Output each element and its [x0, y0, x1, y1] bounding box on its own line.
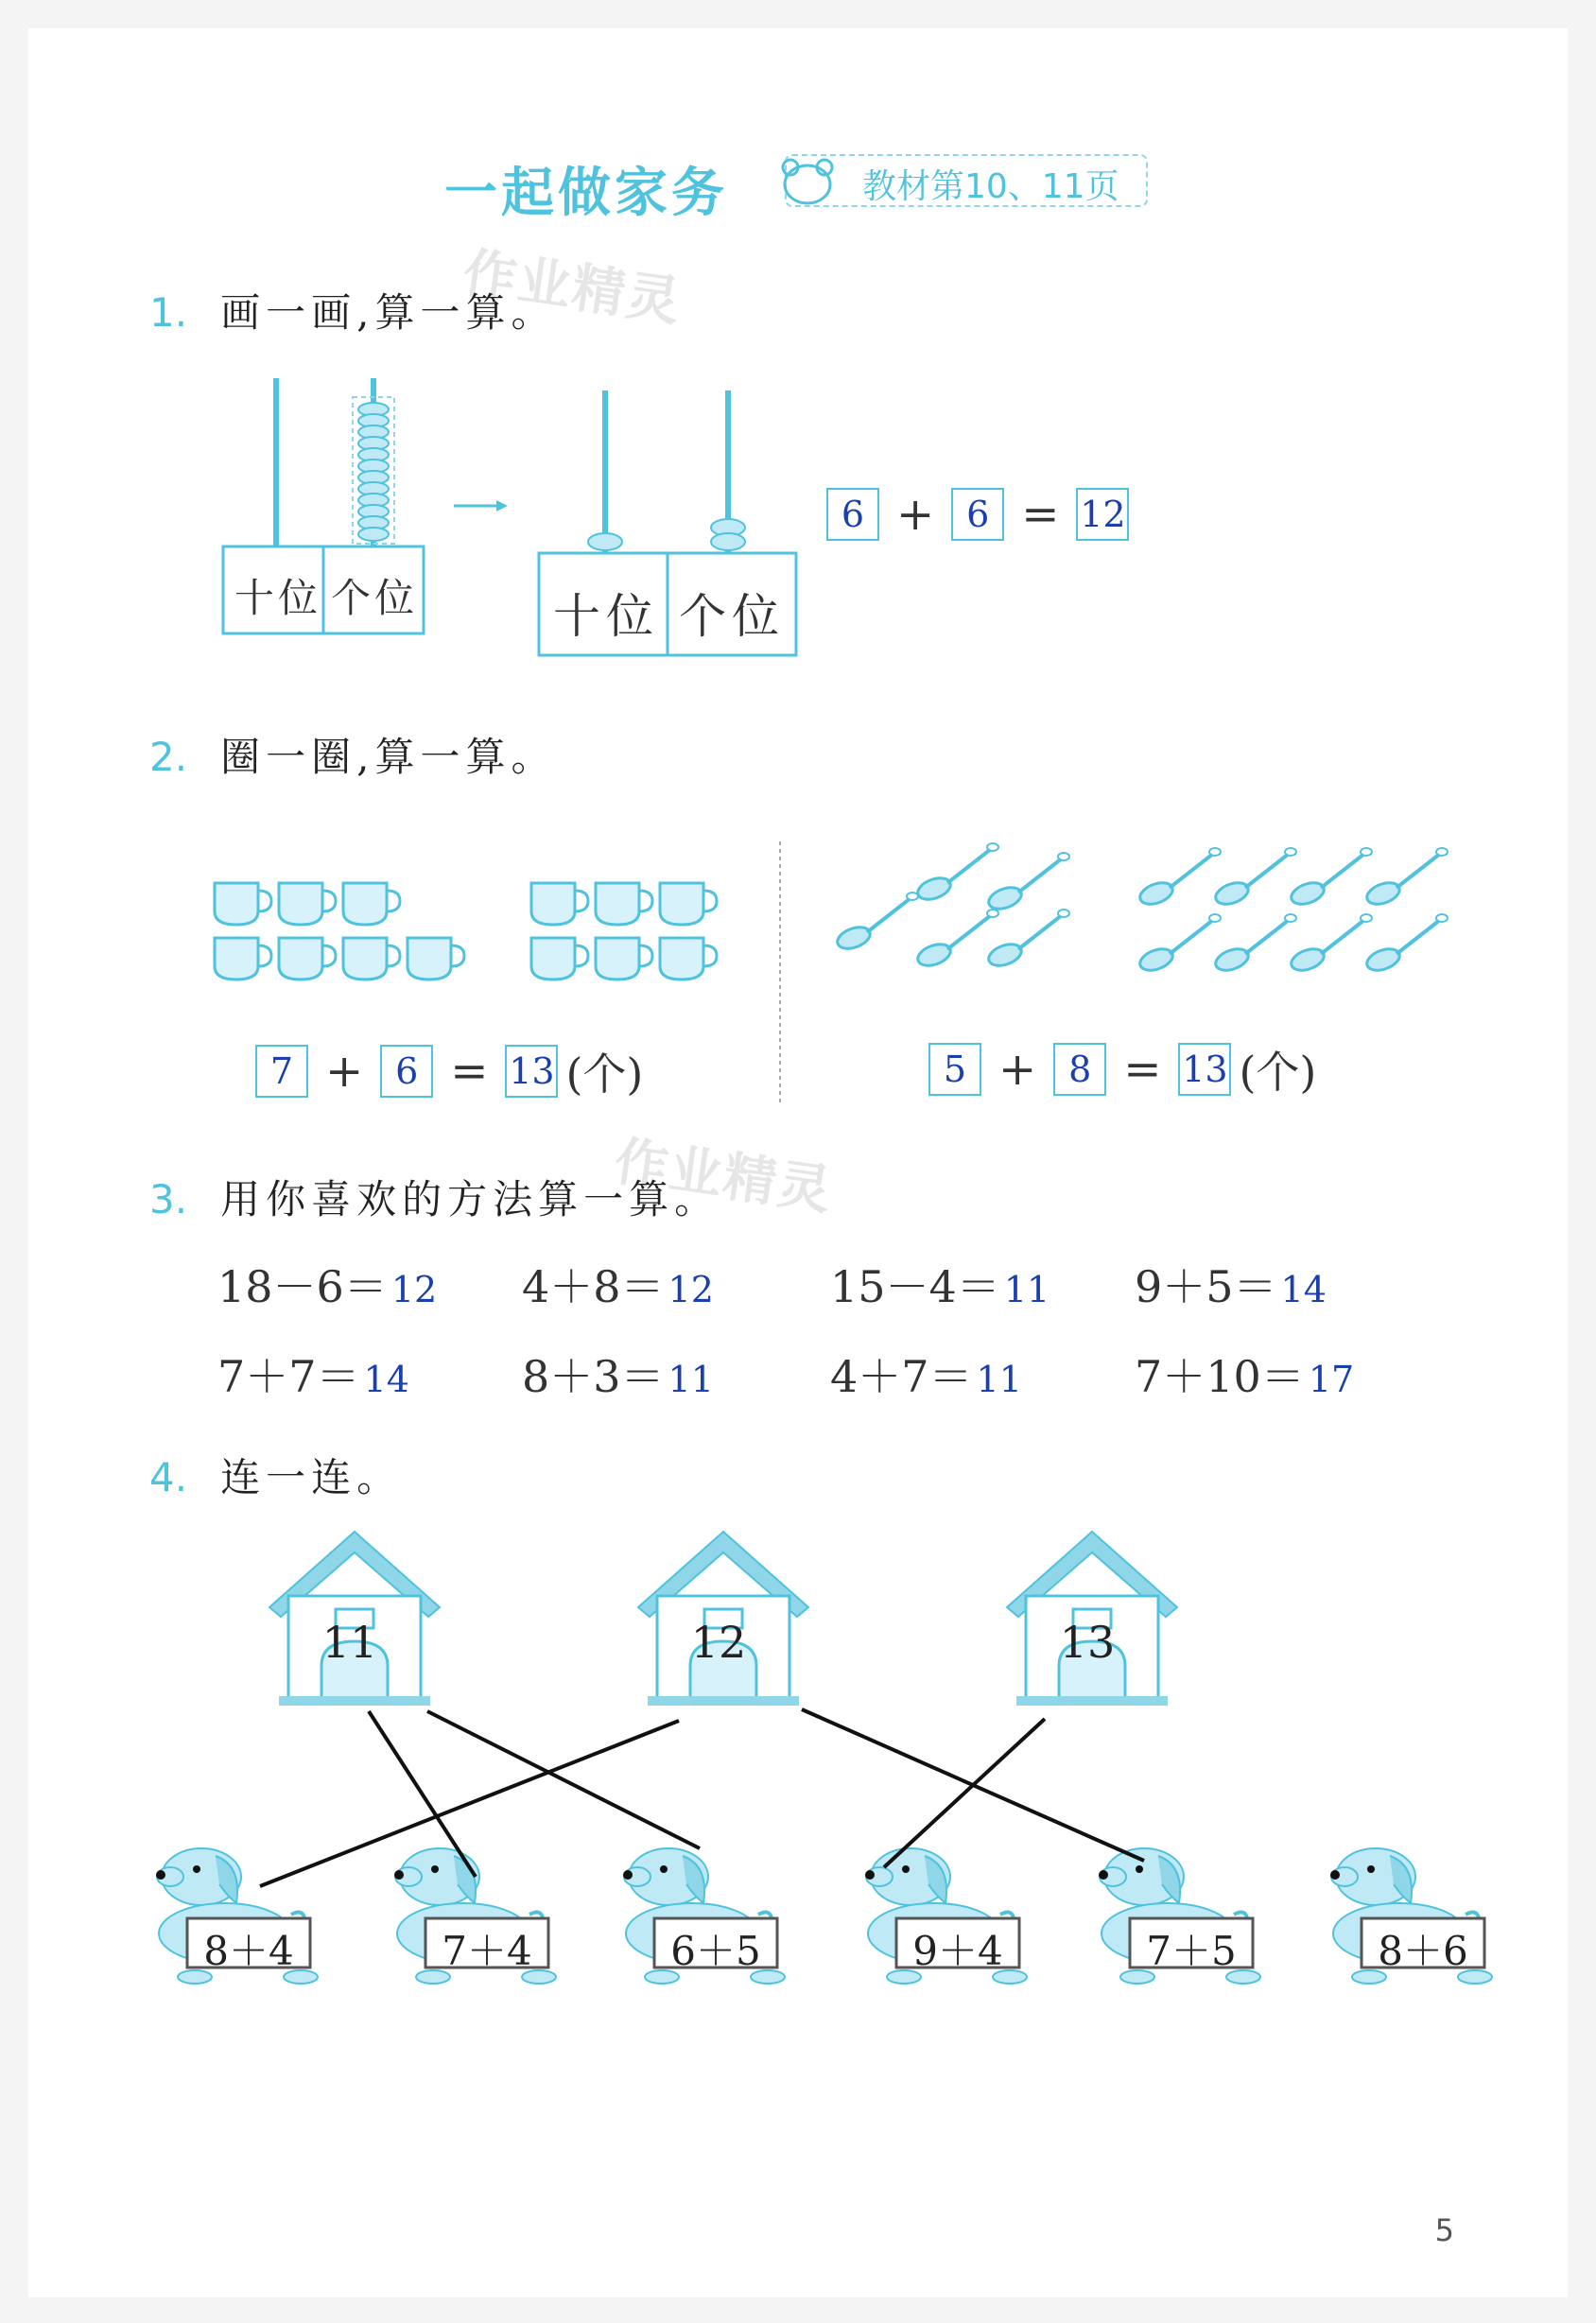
dog-expression: 7＋4 [442, 1928, 532, 1974]
answer-box: 6 [826, 488, 879, 541]
cup-icon [531, 938, 588, 979]
cup-icon [215, 938, 271, 979]
bear-icon [777, 156, 843, 209]
watermark: 作业精灵 [610, 1131, 837, 1222]
textbook-page-label: 教材第10、11页 [862, 167, 1119, 206]
cup-icon [660, 938, 717, 979]
q3-text: 用你喜欢的方法算一算。 [220, 1176, 720, 1222]
q3-item: 4＋7＝ 11 [830, 1351, 1022, 1402]
spoon-icon [915, 910, 998, 970]
dog-expression: 8＋6 [1378, 1928, 1468, 1974]
dog-expression: 8＋4 [203, 1928, 294, 1974]
answer-box: 7 [255, 1045, 308, 1098]
q4-number: 4. [149, 1454, 188, 1500]
spoon-icon [1364, 848, 1448, 909]
house-number: 13 [1059, 1617, 1116, 1668]
answer-box: 13 [1178, 1043, 1231, 1096]
spoon-icon [915, 843, 998, 904]
spoon-icon [986, 853, 1069, 913]
abacus-label-tens: 十位 [234, 575, 322, 621]
spoon-icon [1137, 914, 1221, 975]
q1-heading [149, 282, 557, 338]
match-line [884, 1719, 1045, 1867]
cup-icon [279, 938, 336, 979]
q2-right-equation: 5 + 8 = 13 (个) [928, 1038, 1333, 1101]
cup-icon [343, 938, 400, 979]
q3-number: 3. [149, 1176, 188, 1222]
house-number: 12 [690, 1617, 747, 1668]
spoon-icon [986, 910, 1069, 970]
match-line [427, 1711, 700, 1848]
tens-bead [588, 533, 622, 550]
q3-item: 8＋3＝ 11 [522, 1351, 714, 1402]
answer-box: 13 [505, 1045, 558, 1098]
q3-item: 7＋10＝ 17 [1135, 1351, 1355, 1402]
cup-icon [531, 883, 588, 925]
q4-heading [149, 1447, 402, 1503]
q3-item: 7＋7＝ 14 [217, 1351, 409, 1402]
q1-text: 画一画,算一算。 [220, 289, 557, 336]
abacus-label-ones: 个位 [331, 575, 419, 621]
abacus-label-tens: 十位 [553, 589, 659, 644]
q1-equation: 6 + 6 = 12 [826, 488, 1129, 541]
ones-bead [711, 533, 745, 550]
answer-box: 8 [1053, 1043, 1106, 1096]
page-title: 一起做家务 [444, 163, 728, 224]
spoon-icon [1213, 914, 1296, 975]
watermark: 作业精灵 [459, 242, 685, 334]
q4-text: 连一连。 [220, 1454, 403, 1500]
cup-icon [660, 883, 717, 925]
cup-icon [596, 938, 652, 979]
spoon-icon [1289, 848, 1372, 909]
cup-icon [596, 883, 652, 925]
spoon-icon [1213, 848, 1296, 909]
abacus-label-ones: 个位 [679, 589, 785, 644]
dog-expression: 6＋5 [670, 1928, 761, 1974]
q1-number: 1. [149, 289, 188, 336]
spoon-icon [1137, 848, 1221, 909]
spoon-icon [1289, 914, 1372, 975]
q2-text: 圈一圈,算一算。 [220, 734, 557, 780]
cup-icon [343, 883, 400, 925]
drawn-beads [358, 403, 389, 541]
q3-item: 18－6＝ 12 [217, 1261, 438, 1312]
house-number: 11 [321, 1617, 378, 1668]
spoon-icon [1364, 914, 1448, 975]
q3-heading [149, 1169, 720, 1225]
page-number: 5 [1434, 2212, 1454, 2248]
answer-box: 6 [951, 488, 1004, 541]
q2-number: 2. [149, 734, 188, 780]
answer-box: 6 [380, 1045, 433, 1098]
q3-item: 4＋8＝ 12 [522, 1261, 714, 1312]
q3-item: 15－4＝ 11 [830, 1261, 1050, 1312]
answer-box: 5 [928, 1043, 981, 1096]
q3-item: 9＋5＝ 14 [1135, 1261, 1327, 1312]
cup-icon [279, 883, 336, 925]
q2-left-equation: 7 + 6 = 13 (个) [255, 1040, 660, 1102]
match-lines [260, 1709, 1144, 1886]
cup-icon [215, 883, 271, 925]
dog-expression: 9＋4 [912, 1928, 1003, 1974]
q2-heading [149, 726, 557, 783]
spoon-icon [835, 893, 918, 953]
answer-box: 12 [1076, 488, 1129, 541]
dog-expression: 7＋5 [1146, 1928, 1237, 1974]
textbook-page-tag [785, 154, 1148, 207]
cup-icon [408, 938, 464, 979]
matching-illustration [132, 1513, 1503, 2004]
